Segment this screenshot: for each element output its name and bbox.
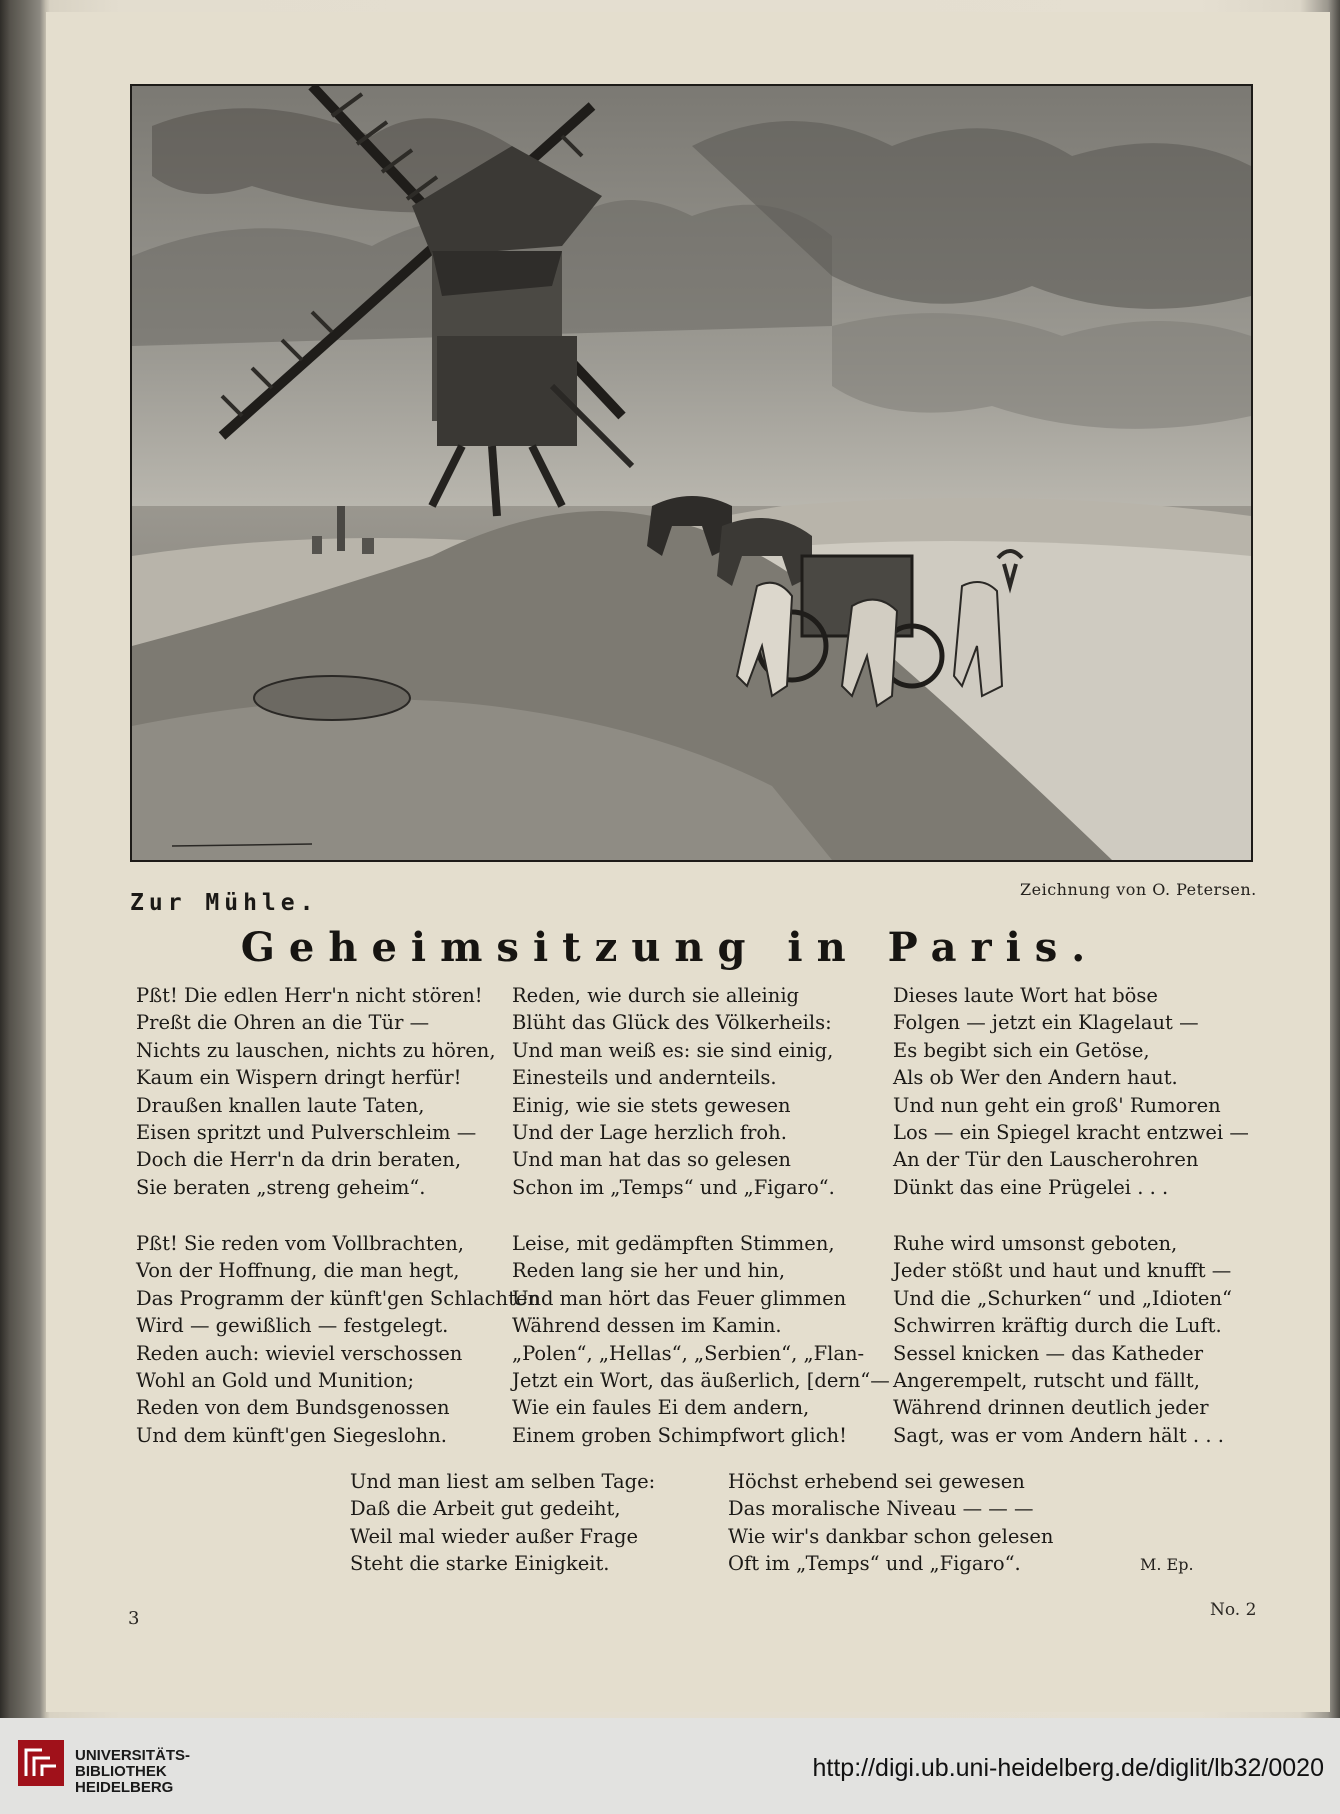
poem-line: Und man weiß es: sie sind einig, <box>512 1038 834 1062</box>
poem-line: Draußen knallen laute Taten, <box>136 1093 425 1117</box>
poem-stanza <box>512 982 835 1201</box>
poem-line: Wie ein faules Ei dem andern, <box>512 1396 810 1420</box>
windmill-illustration <box>130 84 1253 862</box>
library-logo-icon <box>14 1736 68 1790</box>
illustration-credit: Zeichnung von O. Petersen. <box>1020 880 1257 899</box>
poem-line: Jetzt ein Wort, das äußerlich, [dern“— <box>512 1368 890 1392</box>
poem-line: Ruhe wird umsonst geboten, <box>893 1232 1178 1255</box>
poem-line: Dünkt das eine Prügelei . . . <box>893 1175 1169 1199</box>
poem-line: Preßt die Ohren an die Tür — <box>136 1011 430 1035</box>
poem-line: Pßt! Sie reden vom Vollbrachten, <box>136 1232 464 1255</box>
poem-line: Während drinnen deutlich jeder <box>893 1396 1209 1420</box>
poem-line: Als ob Wer den Andern haut. <box>893 1066 1178 1090</box>
poem-line: Eisen spritzt und Pulverschleim — <box>136 1120 477 1144</box>
poem-line: Und nun geht ein groß' Rumoren <box>893 1093 1221 1117</box>
poem-line: Sie beraten „streng geheim“. <box>136 1175 426 1199</box>
poem-line: Es begibt sich ein Getöse, <box>893 1038 1150 1062</box>
poem-line: Und man liest am selben Tage: <box>350 1470 656 1493</box>
poem-line: „Polen“, „Hellas“, „Serbien“, „Flan- <box>512 1341 865 1365</box>
poem-line: Reden von dem Bundsgenossen <box>136 1396 450 1420</box>
poem-stanza <box>136 982 496 1201</box>
poem-line: Das Programm der künft'gen Schlachten <box>136 1286 541 1310</box>
poem-line: Schon im „Temps“ und „Figaro“. <box>512 1175 835 1199</box>
poem-line: Und man hört das Feuer glimmen <box>512 1286 847 1310</box>
poem-line: Los — ein Spiegel kracht entzwei — <box>893 1120 1249 1144</box>
poem-line: Reden, wie durch sie alleinig <box>512 984 800 1007</box>
illustration-caption: Zur Mühle. <box>130 890 319 916</box>
library-footer <box>0 1718 1340 1814</box>
poem-line: Wird — gewißlich — festgelegt. <box>136 1314 449 1338</box>
poem-line: Schwirren kräftig durch die Luft. <box>893 1314 1222 1338</box>
poem-line: Weil mal wieder außer Frage <box>350 1524 638 1548</box>
poem-line: Wohl an Gold und Munition; <box>136 1368 415 1392</box>
source-url-link[interactable]: http://digi.ub.uni-heidelberg.de/diglit/lb32/0020 <box>812 1754 1324 1782</box>
poem-line: Während dessen im Kamin. <box>512 1314 782 1338</box>
poem-line: Das moralische Niveau — — — <box>728 1497 1034 1521</box>
poem-stanza <box>136 1230 540 1449</box>
poem-line: Und dem künft'gen Siegeslohn. <box>136 1423 447 1447</box>
poem-stanza <box>893 1230 1232 1449</box>
poem-line: Wie wir's dankbar schon gelesen <box>728 1524 1054 1548</box>
poem-line: Steht die starke Einigkeit. <box>350 1552 610 1576</box>
poem-line: Angerempelt, rutscht und fällt, <box>893 1368 1200 1392</box>
poem-line: Folgen — jetzt ein Klagelaut — <box>893 1011 1199 1035</box>
poem-line: Nichts zu lauschen, nichts zu hören, <box>136 1038 496 1062</box>
poem-line: Reden lang sie her und hin, <box>512 1259 786 1283</box>
poem-line: Kaum ein Wispern dringt herfür! <box>136 1066 462 1090</box>
poem-stanza <box>728 1468 1054 1578</box>
poem-stanza <box>350 1468 655 1578</box>
poem-line: An der Tür den Lauscherohren <box>893 1148 1199 1172</box>
library-name <box>75 1748 190 1796</box>
poem-line: Und die „Schurken“ und „Idioten“ <box>893 1286 1233 1310</box>
poem-line: Einig, wie sie stets gewesen <box>512 1093 791 1117</box>
poem-line: Doch die Herr'n da drin beraten, <box>136 1148 462 1172</box>
poem-stanza <box>512 1230 890 1449</box>
page-number: 3 <box>128 1608 140 1629</box>
library-name-line: HEIDELBERG <box>75 1779 174 1796</box>
poem-line: Blüht das Glück des Völkerheils: <box>512 1011 832 1035</box>
poem-line: Von der Hoffnung, die man hegt, <box>136 1259 460 1283</box>
poem-line: Sessel knicken — das Katheder <box>893 1341 1204 1365</box>
poem-line: Sagt, was er vom Andern hält . . . <box>893 1423 1224 1447</box>
poem-line: Dieses laute Wort hat böse <box>893 984 1158 1007</box>
poem-stanza <box>893 982 1249 1201</box>
library-name-line: BIBLIOTHEK <box>75 1763 167 1780</box>
poem-line: Daß die Arbeit gut gedeiht, <box>350 1497 621 1521</box>
windmill-drawing <box>132 86 1251 860</box>
poem-line: Reden auch: wieviel verschossen <box>136 1341 463 1365</box>
author-signature: M. Ep. <box>1140 1555 1194 1574</box>
poem-line: Pßt! Die edlen Herr'n nicht stören! <box>136 984 483 1007</box>
poem-line: Höchst erhebend sei gewesen <box>728 1470 1025 1493</box>
poem-line: Und man hat das so gelesen <box>512 1148 791 1172</box>
issue-number: No. 2 <box>1210 1600 1257 1620</box>
poem-line: Einem groben Schimpfwort glich! <box>512 1423 847 1447</box>
poem-title: Geheimsitzung in Paris. <box>240 924 1100 971</box>
library-name-line: UNIVERSITÄTS- <box>75 1747 191 1764</box>
poem-line: Jeder stößt und haut und knufft — <box>893 1259 1232 1283</box>
poem-line: Einesteils und andernteils. <box>512 1066 777 1090</box>
poem-line: Oft im „Temps“ und „Figaro“. <box>728 1552 1021 1576</box>
poem-line: Leise, mit gedämpften Stimmen, <box>512 1232 835 1255</box>
poem-line: Und der Lage herzlich froh. <box>512 1120 787 1144</box>
